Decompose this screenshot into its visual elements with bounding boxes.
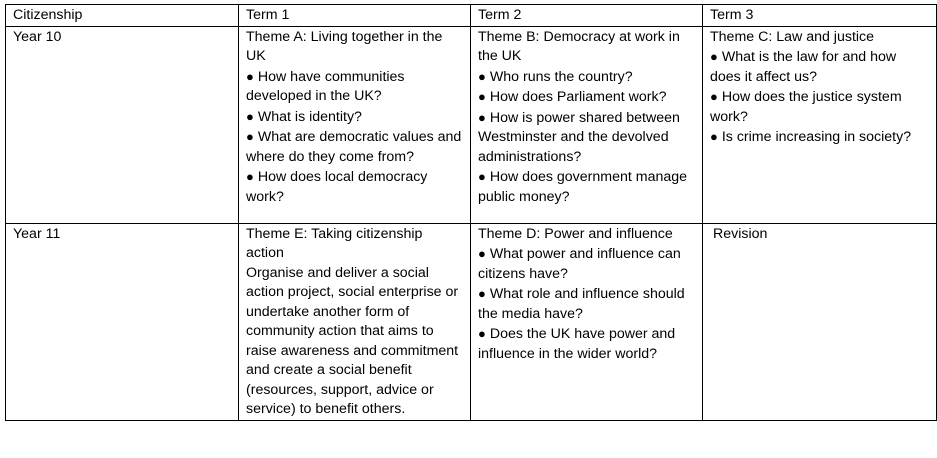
year-11-term-1-theme: Theme E: Taking citizenship action bbox=[246, 225, 423, 261]
year-10-term-1-cell bbox=[239, 26, 471, 223]
year-10-term-1-bullet: ● What is identity? bbox=[246, 107, 464, 128]
table-row-year-11 bbox=[6, 223, 937, 420]
year-11-term-2-theme: Theme D: Power and influence bbox=[478, 225, 673, 242]
year-11-term-3-revision: Revision bbox=[713, 225, 768, 242]
year-11-term-1-description: Organise and deliver a social action project, social enterprise or undertake another form of community action that aims to raise awareness and commitment and create a social benefit (resources, support, advice or service) to benefit others. bbox=[246, 264, 459, 417]
year-10-term-1-bullet: ● How have communities developed in the UK? bbox=[246, 67, 464, 107]
header-term-2: Term 2 bbox=[471, 5, 703, 27]
curriculum-table-wrapper bbox=[5, 4, 936, 421]
year-10-term-1-theme: Theme A: Living together in the UK bbox=[246, 28, 443, 64]
curriculum-table bbox=[5, 4, 937, 421]
year-10-term-3-bullet: ● What is the law for and how does it affect us? bbox=[710, 47, 930, 87]
year-10-label: Year 10 bbox=[6, 26, 239, 223]
header-subject: Citizenship bbox=[6, 5, 239, 27]
table-row-year-10 bbox=[6, 26, 937, 223]
header-term-3: Term 3 bbox=[703, 5, 937, 27]
year-10-term-2-bullet: ● How does Parliament work? bbox=[478, 87, 696, 108]
year-11-term-3-cell bbox=[703, 223, 937, 420]
year-11-term-2-bullet: ● What role and influence should the media have? bbox=[478, 284, 696, 324]
year-10-term-2-bullet: ● How does government manage public money? bbox=[478, 167, 696, 207]
year-10-term-3-bullet: ● How does the justice system work? bbox=[710, 87, 930, 127]
year-10-term-3-bullet: ● Is crime increasing in society? bbox=[710, 127, 930, 148]
year-10-term-3-cell bbox=[703, 26, 937, 223]
year-11-term-2-bullet: ● Does the UK have power and influence in the wider world? bbox=[478, 324, 696, 364]
year-10-term-3-theme: Theme C: Law and justice bbox=[710, 28, 875, 45]
year-11-term-2-bullet: ● What power and influence can citizens have? bbox=[478, 244, 696, 284]
year-11-label: Year 11 bbox=[6, 223, 239, 420]
year-10-term-1-bullet: ● What are democratic values and where do they come from? bbox=[246, 127, 464, 167]
year-10-term-2-theme: Theme B: Democracy at work in the UK bbox=[478, 28, 680, 64]
year-10-term-2-cell bbox=[471, 26, 703, 223]
year-11-term-1-cell bbox=[239, 223, 471, 420]
header-term-1: Term 1 bbox=[239, 5, 471, 27]
year-11-term-2-cell bbox=[471, 223, 703, 420]
year-10-term-2-bullet: ● How is power shared between Westminster and the devolved administrations? bbox=[478, 108, 696, 168]
year-10-term-2-bullet: ● Who runs the country? bbox=[478, 67, 696, 88]
table-header-row bbox=[6, 5, 937, 27]
year-10-term-1-bullet: ● How does local democracy work? bbox=[246, 167, 464, 207]
